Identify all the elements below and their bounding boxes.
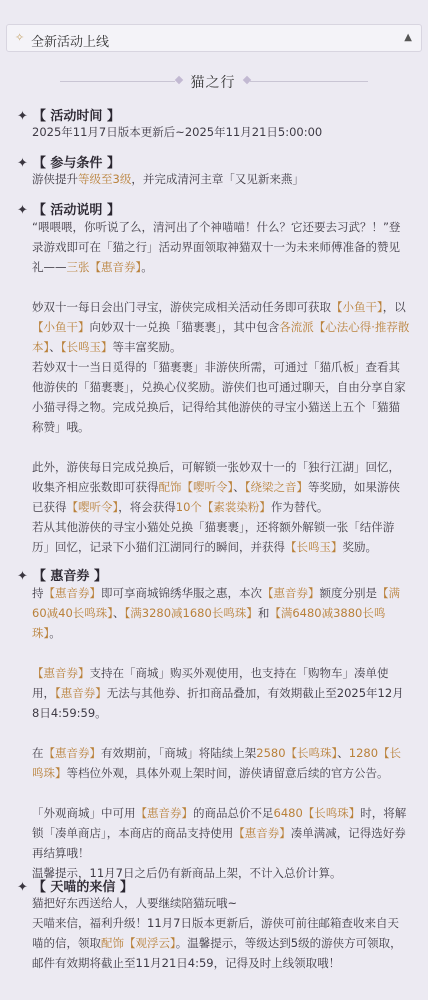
desc-para-3: 若妙双十一当日觅得的「猫裹裹」非游侠所需，可通过「猫爪板」查看其他游侠的「猫裹裹」，兑换心仪奖励。游侠们也可通过聊天，自由分享自家小猫寻得之物。完成兑换后，记得给其他游侠的寻宝小猫送上五个「猫猫称赞」哦。: [32, 360, 406, 434]
diamond-icon: [175, 76, 183, 84]
star-icon: ✧: [15, 31, 25, 44]
star4-icon: ✦: [17, 203, 28, 218]
letter-para-2: 天喵来信，福利升级！11月7日版本更新后，游侠可前往邮箱查收来自天喵的信，领取配饰【观浮云】。温馨提示，等级达到5级的游侠方可领取，邮件有效期将截止至11月21日4:59，记得及时上线领取哦！: [32, 916, 402, 970]
star4-icon: ✦: [17, 109, 28, 124]
header-title: 全新活动上线: [31, 35, 110, 50]
desc-para-1: “喂喂喂，你听说了么，清河出了个神喵喵！什么？它还要去习武？！”登录游戏即可在「猫之行」活动界面领取神猫双十一为未来师傅准备的赞见礼——三张【惠音券】。: [32, 220, 401, 274]
desc-para-5: 若从其他游侠的寻宝小猫处兑换「猫裹裹」，还将额外解锁一张「结伴游历」回忆，记录下小猫们江湖同行的瞬间，并获得【长鸣玉】奖励。: [32, 520, 395, 554]
coupon-para-2: 【惠音券】支持在「商城」购买外观使用，也支持在「购物车」凑单使用，【惠音券】无法与其他券、折扣商品叠加，有效期截止至2025年12月8日4:59:59。: [32, 666, 404, 720]
description-body: [32, 217, 410, 557]
star4-icon: ✦: [17, 156, 28, 171]
star4-icon: ✦: [17, 569, 28, 584]
desc-para-2: 妙双十一每日会出门寻宝，游侠完成相关活动任务即可获取【小鱼干】，以【小鱼干】向妙双十一兑换「猫裹裹」，其中包含各流派【心法心得·推荐散本】、【长鸣玉】等丰富奖励。: [32, 300, 410, 354]
divider-line-left: [60, 81, 175, 82]
conditions-text: 游侠提升等级至3级，并完成清河主章「又见新来燕」: [32, 172, 304, 186]
desc-para-4: 此外，游侠每日完成兑换后，可解锁一张妙双十一的「独行江湖」回忆，收集齐相应张数即可获得配饰【嘤听令】、【绕梁之音】等奖励，如果游侠已获得【嘤听令】，将会获得10个【素裳染粉】作为替代。: [32, 460, 400, 514]
coupon-para-3: 在【惠音券】有效期前，「商城」将陆续上架2580【长鸣珠】、1280【长鸣珠】等档位外观，具体外观上架时间，游侠请留意后续的官方公告。: [32, 746, 402, 780]
letter-body: [32, 893, 410, 973]
diamond-icon: [243, 76, 251, 84]
coupon-para-1: 持【惠音券】即可享商城锦绣华服之惠，本次【惠音券】额度分别是【满60减40长鸣珠】、【满3280减1680长鸣珠】和【满6480减3880长鸣珠】。: [32, 586, 400, 640]
divider-line-right: [250, 81, 368, 82]
caret-up-icon[interactable]: ▲: [404, 32, 412, 43]
heading-conditions: ✦ 【 参与条件 】: [17, 156, 120, 171]
coupon-para-5: 温馨提示，11月7日之后仍有新商品上架，不计入总价计算。: [32, 866, 342, 880]
coupon-para-4: 「外观商城」中可用【惠音券】的商品总价不足6480【长鸣珠】时，将解锁「凑单商店」，本商店的商品支持使用【惠音券】凑单满减，记得选好券再结算哦！: [32, 806, 407, 860]
letter-para-1: 猫把好东西送给人，人要继续陪猫玩哦~: [32, 896, 238, 910]
star4-icon: ✦: [17, 880, 28, 895]
heading-description: ✦ 【 活动说明 】: [17, 203, 120, 218]
heading-activity-time: ✦ 【 活动时间 】: [17, 109, 120, 124]
announcement-header[interactable]: [6, 24, 422, 52]
activity-time-text: 2025年11月7日版本更新后~2025年11月21日5:00:00: [32, 125, 323, 139]
heading-letter: ✦ 【 天喵的来信 】: [17, 880, 133, 895]
section-divider-title: 猫之行: [190, 75, 236, 91]
heading-coupon: ✦ 【 惠音券 】: [17, 569, 107, 584]
coupon-body: [32, 583, 410, 883]
